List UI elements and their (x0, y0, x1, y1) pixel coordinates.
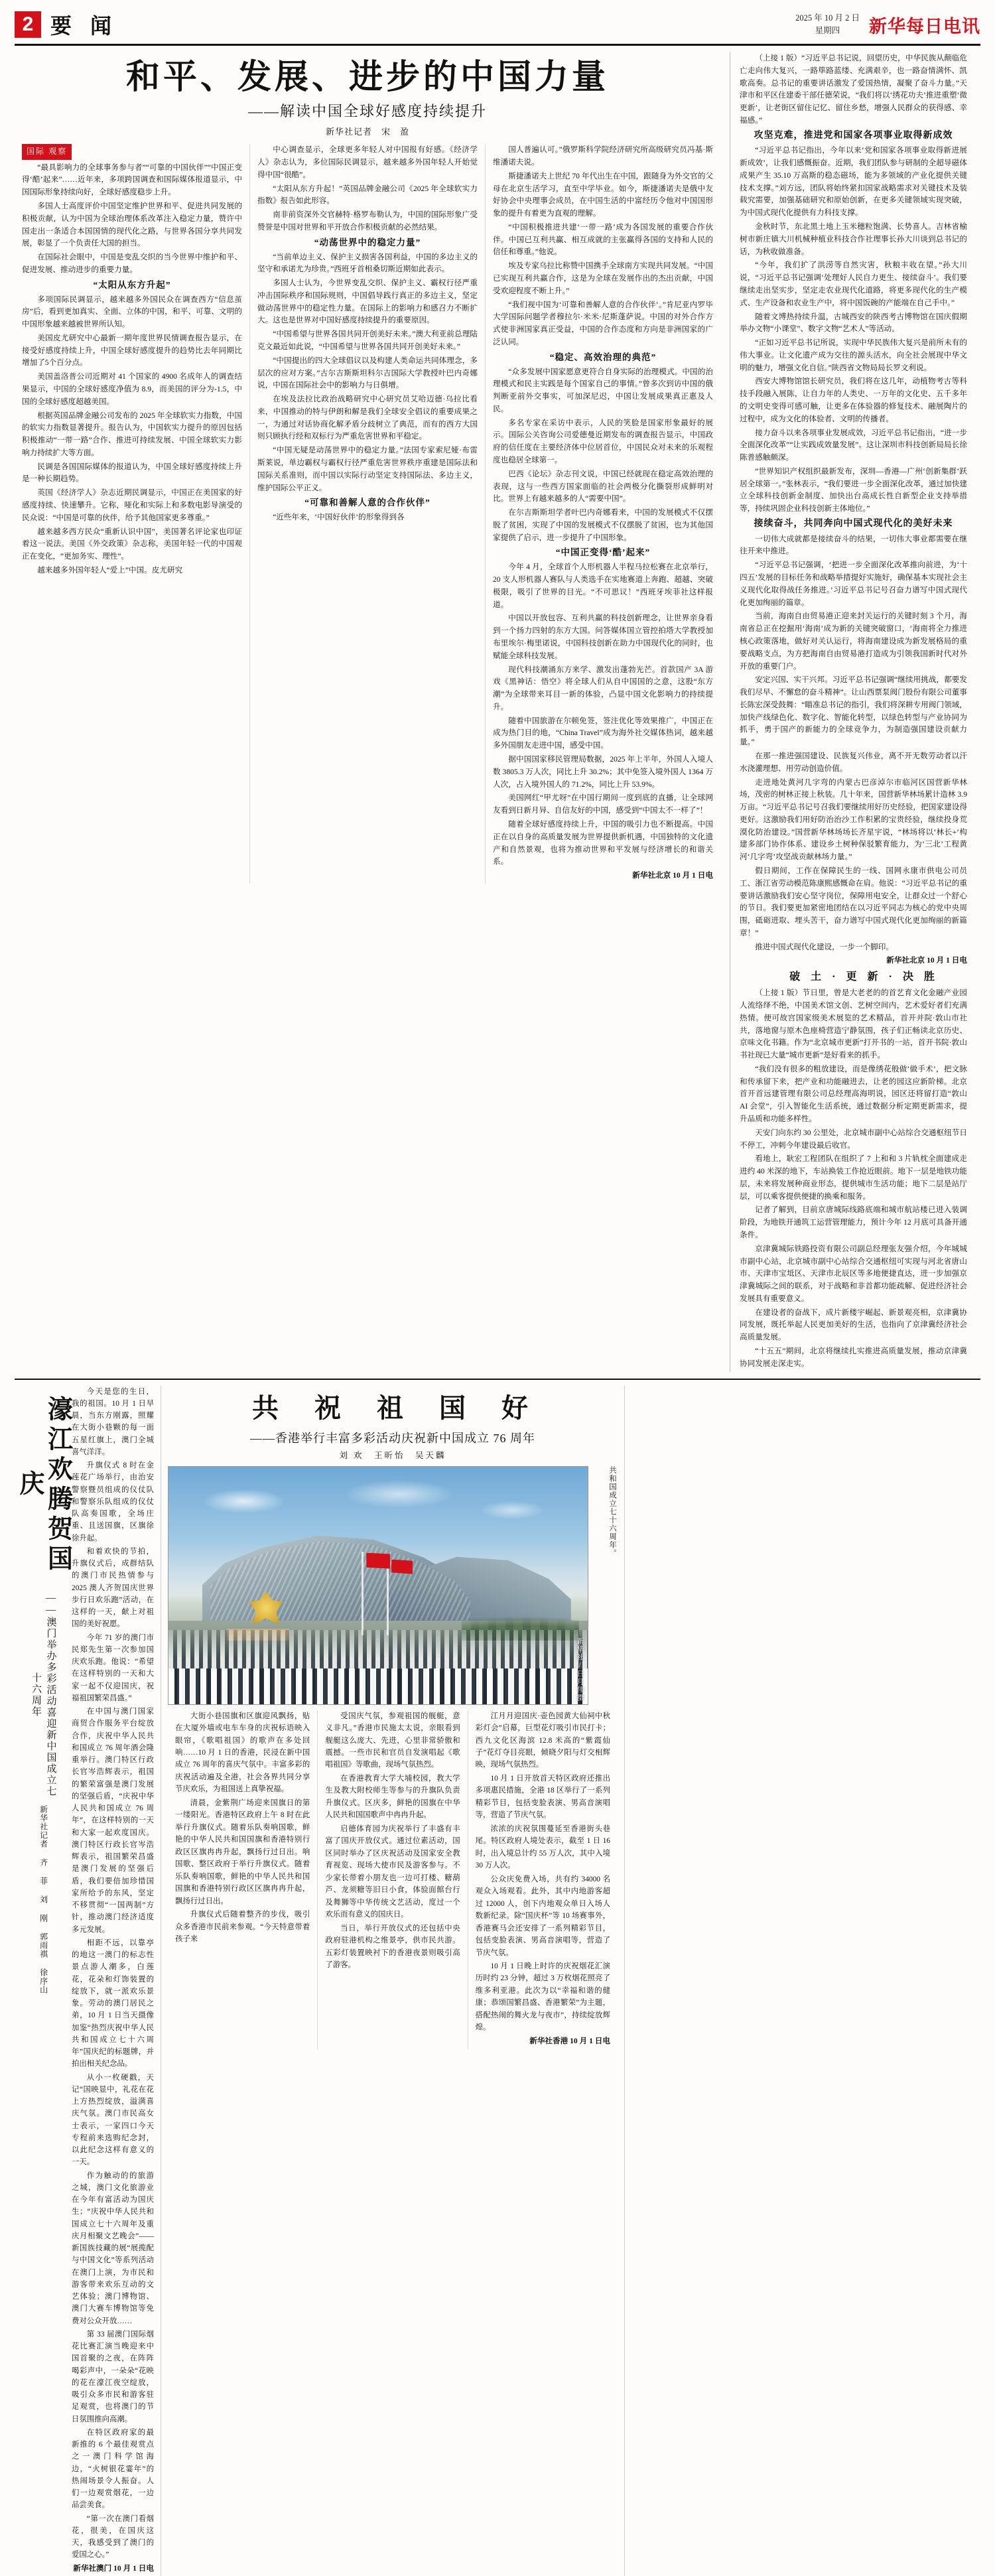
paragraph: “最具影响力的全球事务参与者”“可靠的中国伙伴”“中国正变得‘酷’起来”……近年来，多项跨国调查和国际媒体报道显示，中国国际形象持续向好，全球好感度稳步上升。 (22, 163, 242, 197)
paragraph: 在特区政府家的最新推的 6 个最佳观赏点之一澳门科学馆海边，“火树银花霎年”的热闹场景令人振奋。人们一边观赏烟花，一边品尝美食。 (72, 2428, 154, 2510)
paragraph: “中国无疑是动荡世界中的稳定力量。”法国专家索尼娅·布雷斯莱说，单边霸权与霸权行径严重危害世界秩序重建是国际法和国际关系准则，而中国以实际行动坚定支持国际法、多边主义，维护国际公平正义。 (257, 446, 478, 492)
macau-article (15, 1386, 161, 2576)
paragraph: “今年，我们扩了洪涝等自然灾害，秋粮丰收在望。”孙大川说，“习近平总书记强调‘处理好人民自力更生、接续奋斗’。我们要继续走出坚实步，坚定走农业现代化道路，将更多现代化的生产模式、生产设备和农业生产中，将中国饭碗的产能端在自己手中。” (740, 261, 967, 307)
hongkong-col-1 (168, 1710, 318, 2049)
paragraph: 巴西《论坛》杂志刊文说，中国已经就现在稳定高效治理的表现，这与一些西方国家面临的社会两极分化撕裂形成鲜明对比。世界上有越来越多的人“需要中国”。 (493, 469, 713, 504)
paragraph: 走进地处黄河几字弯的内蒙古巴彦淖尔市临河区国营新华林场，茂密的树林正接上秋装。几十年来，国营新华林场累计造林 3.9 万亩。“习近平总书记号召我们要继续用好历史经验，把国家建设得更好。这激励我们用好防治治沙工作积累的宝贵经验，继续投身荒漠化防治建设。”国营新华林场场长齐星宇说，“林场将以‘林长+’构建多部门协作体系、建设乡土树种保驳繁育能力，为‘三北’工程黄河‘几字弯’攻坚战贡献林场力量。” (740, 778, 967, 862)
right-signoff-1: 新华社北京 10 月 1 日电 (886, 956, 967, 965)
paragraph: 随着全球好感度持续上升，中国的吸引力也不断提高。中国正在以自身的高质量发展为世界提供新机遇，中国独特的文化遗产和自然景观，也将为推动世界和平发展与经济增长的和谐关系。 (493, 819, 713, 866)
paragraph: 京津冀城际铁路投资有限公司副总经理张友强介绍，今年城城市副中心站，北京城市副中心站综合交通枢纽可实现与河北省唐山市、天津市宝坻区、天津市北辰区等多地便捷直达，进一步加强京津冀城际之间的联系，对于战略和非首都功能疏解、促进经济社会发展具有重要意义。 (740, 1244, 967, 1303)
hongkong-subhead: ——香港举行丰富多彩活动庆祝新中国成立 76 周年 (250, 1431, 535, 1445)
regional-flag-icon (391, 1560, 413, 1574)
paragraph: 今天是您的生日，我的祖国。10 月 1 日早晨，当东方刚露，照耀在大街小巷颗的每一面五星红旗上，澳门全城喜气洋洋。 (72, 1387, 154, 1456)
paragraph: 据中国国家移民管理局数据，2025 年上半年，外国人入境人数 3805.3 万人次，同比上升 30.2%；其中免签入境外国人 1364 万人次，占入境外国人的 71.2%，同比上升 53.9%。 (493, 755, 713, 789)
right-subheading-1: 攻坚克难，推进党和国家各项事业取得新成效 (754, 130, 953, 141)
macau-signoff: 新华社澳门 10 月 1 日电 (73, 2563, 154, 2573)
paragraph: 接力奋斗以来各项事业发展成效，习近平总书记指出，“进一步全面深化改革”“让实践成效量发展”。这让深圳市科技创新局局长徐陈普感触颇深。 (740, 428, 967, 462)
lead-signoff: 新华社北京 10 月 1 日电 (632, 871, 713, 880)
paragraph: 在国际社会眼中，中国是变乱交织的当今世界中维护和平、促进发展、推动进步的重要力量。 (22, 253, 242, 274)
paragraph: 当前，海南自由贸易港正迎来封关运行的关键时刻 3 个月，海南省总正在挖掘用‘海南’成为新的关键突破窗口，‘海南将全力推进核心政策落地，做好对关认运行，将海南建设成为新发展格局的重要战略支点，为方把海南自由贸易港打造成为引领我国新时代对外开放的重要门户。 (740, 612, 967, 671)
page-number: 2 (15, 11, 41, 38)
paragraph: 越来越多外国年轻人“爱上”中国。皮尤研究 (37, 565, 183, 575)
paragraph: 美国盖洛普公司近期对 41 个国家的 4900 名成年人的调查结果显示，中国的全球好感度净值为 8.9，而美国的评分为-1.5，中国的全球好感度超越美国。 (22, 372, 242, 406)
paragraph: 现代科技潮涌东方来学、激发出蓬勃光芒。首款国产 3A 游戏《黑神话：悟空》将全球人们从自中国国的之意，这股“东方潮”为全球带来耳目一新的体验，凸显中国文化影响力的持续提升。 (493, 665, 713, 711)
paragraph: 受国庆气氛，参观祖国的舰艇，意义非凡。”香港市民施太太说，亲眼看到舰艇这么庞大、先进，心里非常骄傲和震撼。一些市民和官员自发演唱起《歌唱祖国》等歌曲，现场气氛热烈。 (325, 1712, 460, 1769)
paragraph: 安定兴国、实干兴邦。习近平总书记强调“继续用挑战，都要发我们尽早、不懈怠的奋斗精神”。让山西票泵阀门股份有限公司董事长陈宏深受鼓舞：“瞄准总书记的指引，我们将深耕专用阀门领域，加快产线绿色化、数字化、智能化转型，以绿色转型与产业协同为抓手，勇于国产的新能力的全球竞争力，为制造强国建设贡献力量。” (740, 675, 967, 747)
paragraph: 当日，举行开放仪式的还包括中央政府驻港机构之维景亭，供市民共游。五彩灯装置映衬下的香港夜景则吸引高了游客。 (325, 1924, 460, 1969)
paragraph: 升旗仪式 8 时在金莲花广场举行，由治安警察暨员组成的仪仗队和警察乐队组成的仪仗队高奏国歌，全场庄重、且送国旗，区旗徐徐升起。 (72, 1461, 154, 1542)
date-block (795, 12, 860, 37)
lead-subheading-1: “太阳从东方升起” (93, 279, 171, 290)
macau-subhead: ——澳门举办多彩活动喜迎新中国成立七十六周年 (31, 1592, 56, 1797)
section-title: 要 闻 (50, 14, 119, 38)
lead-subheading-3: “可靠和善解人意的合作伙伴” (304, 498, 431, 508)
paragraph: 西安大博物馆馆长研究员，我们将在这几年，动植物考古等科技手段融入展陈，让自力年的人类史、一万年的文化史、五千多年的文明史变得可感可触，让更多在体验器的修复技术、融展陶片的过程中，成为文化的体验者、文明的传播者。 (740, 377, 967, 423)
paragraph: 10 月 1 日晚上时许的庆祝烟花汇演历时约 23 分钟，超过 3 万枚烟花照亮了维多利亚港。此次为以“幸福和谐的健康；恭颂国繁昌盛、香港繁荣”为主题，搭配热闹的舞火龙与夜市”，持续绽放辉煌。 (475, 1962, 610, 2032)
paragraph: 越来越多西方民众“重新认识中国”，美国著名评论家也印证着这一说法。美国《外交政策》杂志称，美国年轻一代的中国观正在变化，“更加务实、理性”。 (22, 527, 242, 561)
hongkong-article (161, 1386, 625, 2576)
paragraph: 和着欢快的节拍，升旗仪式后，成群结队的澳门市民热情参与 2025 澳人齐贺国庆世界步行日欢乐跑”活动，在这样的一天，献上对祖国的美好祝愿。 (72, 1547, 154, 1629)
lead-subheading-5: “中国正变得‘酷’起来” (555, 547, 651, 558)
hongkong-byline: 刘 欢 王昕怡 吴天麟 (339, 1450, 446, 1460)
paragraph: 清晨，金紫荆广场迎来国旗日的第一缕阳光。香港特区政府上午 8 时在此举行升旗仪式。随着乐队奏响国歌，鲜艳的中华人民共和国国旗和香港特别行政区区旗冉冉升起，飘扬行过日出。响国歌、整区政府于举行升旗仪式。随着乐队奏响国歌，鲜艳的中华人民共和国国旗和香港特别行政区区旗冉冉升起，飘扬行过日出。 (175, 1798, 310, 1905)
paragraph: 金秋时节，东北黑土地上玉米穗粒饱满、长势喜人。吉林省榆树市新庄镇大川机械种植业科技合作社理事长孙大川谈到总书记的话，为秋收做准备。 (740, 222, 967, 256)
paragraph: 假日期间，工作在保障民生的一线、国网永康市供电公司员工、浙江省劳动模范陈康熙感慨命在肩。他说：“习近平总书记的重要讲话激励我们安心坚守岗位，保障用电安全，让群众过一个舒心的节日。我们要更加紧密地团结在以习近平同志为核心的党中央周围，砥砺进取、埋头苦干，奋力谱写中国式现代化更加绚丽的新篇章！” (740, 866, 967, 937)
right-column-article (730, 52, 967, 1372)
masthead (15, 9, 980, 46)
paragraph: 多国人士认为，今世界变乱交织、保护主义、霸权行径严重冲击国际秩序和国际规则，中国倡导践行真正的多边主义，坚定做动荡世界中的稳定性力量。在国际上的影响力和感召力不断扩大。这也是世界对中国好感度持续提升的重要原因。 (257, 279, 478, 325)
paragraph: “十五五”期间，北京将继续扎实推进高质量发展，推动京津冀协同发展走深走实。 (740, 1347, 967, 1368)
issue-date: 2025 年 10 月 2 日 (795, 13, 860, 23)
continuation-note: （上接 1 版）“习近平总书记说，回望历史，中华民族从颠临危亡走向伟大复兴，一路筚路蓝缕、充满艰辛，也一路奋情满怀、凯歌高奏。总书记的重要讲话激发了爱国热情，凝聚了奋斗力量。”天津市和平区住建委干部任德荣说，“我们将以‘绣花功夫’推进重塑‘微更新’，让老街区留住记忆、留住乡愁，增强人民群众的获得感、幸福感。” (740, 54, 967, 125)
paragraph: 在建设者的奋战下，成片新楼宇崛起、新景观亮相，京津冀协同发展，既托举起人民更加美好的生活，也指向了京津冀经济社会高质量发展。 (740, 1308, 967, 1342)
paragraph: “第一次在澳门看烟花，很美，在国庆这天，我感受到了澳门的爱国之心。” (72, 2514, 154, 2559)
paragraph: 斯捷潘诺夫上世纪 70 年代出生在中国，跟随身为外交官的父母在北京生活学习，直至中学毕业。如今，斯捷潘诺夫是俄中友好协会中央理事会成员，在中国生活的中富经历令他对中国国形象的提升有着更为直观的理解。 (493, 171, 713, 218)
photo-front-row (168, 1668, 588, 1704)
paragraph: “我们视中国为‘可靠和善解人意的合作伙伴’。”肯尼亚内罗毕大学国际问题学者穆拉尔·米米·尼斯蓬萨说。中国的对外合作方式使非洲国家真正受益，中国的合作态度和方向是非洲国家的广泛认同。 (493, 300, 713, 346)
paragraph: 大街小巷国旗和区旗迎风飘扬，贴在大厦外墙或电车车身的庆祝标语映入眼帘，《歌唱祖国》的歌声在多处回响……10 月 1 日的香港，民浸在新中国成立 76 周年的喜庆气氛中。丰富多彩的庆祝活动遍及全港，社会各界共同分享节庆欢乐，为祖国送上真挚祝福。 (175, 1712, 310, 1794)
paragraph: 江月月迎国庆·壶色园黄大仙祠中秋彩灯会”启幕，巨型花灯吸引市民打卡；西九文化区海滨 12.8 米高的“紫霞仙子”花灯夺目亮眼，倾晓夕阳与灯交相辉映，现场气氛热烈。 (475, 1712, 610, 1769)
paragraph: 在尔吉斯斯坦学者叶巴内奇娜看来，中国的发展模式不仅摆脱了贫困，实现了中国的发展模式不仅摆脱了贫困，也为其他国家提供了启示，进一步提升了中国形象。 (493, 508, 713, 542)
paragraph: “中国希望与世界各国共同开创美好未来。”澳大利亚前总理陆克文最近如此说，“中国希望与世界各国共同开创美好未来。” (257, 330, 478, 351)
paragraph: 国人普遍认可。”俄罗斯科学院经济研究所高级研究员冯基·斯维潘诺夫说。 (493, 145, 713, 167)
paragraph: 随着中国旅游在尔顿免签，签注优化等效果推广，中国正在成为热门目的地，“China Travel”成为海外社交媒体热词，越来越多外国朋友走进中国，感受中国。 (493, 716, 713, 750)
paragraph: 记者了解到，目前京唐城际线路底端和城市航站楼已进入装调阶段，为地铁开通筑工运营管理能力，预计今年 12 月底可具备开通条件。 (740, 1205, 967, 1239)
paragraph: （上接 1 版）节日里，曾是大老老的的首艺育文化金融产业园人流络绎不绝，中国美术馆文创、艺树空间内，艺术爱好者们充满热情。便可故宫国家级美术展览的艺术精品，首开并院·敦山市社共，落地窗与原木色座椅营造宁静氛围，孩子们正畅读北京历史、京味文化书籍。作为“北京城市更新”打开书的一站，首开书院·敦山书社现已大量“城市更新”是好看来的抓手。 (740, 988, 967, 1060)
paragraph: 民调是各国国际媒体的报道认为，中国全球好感度持续上升是一种长期趋势。 (22, 462, 242, 484)
hongkong-columns (168, 1710, 618, 2049)
hongkong-col-2 (318, 1710, 468, 2049)
hongkong-signoff: 新华社香港 10 月 1 日电 (529, 2036, 610, 2045)
paragraph: 在那一推进强国建设、民族复兴伟业，离不开无数劳动者以汗水浇灌理想、用劳动创造价值。 (740, 751, 967, 773)
paragraph: 公众庆免费入场，共有约 34000 名观众入场观看。此外，其中内地游客超过 12000 人，创下内地观众单日入场人数新纪录。除“国庆杯”等 10 场赛事外，香港赛马会还安排了一系列精彩节目，包括变脸表演、男高音演唱等，营造了节庆气氛。 (475, 1875, 610, 1957)
paragraph: 第 33 届澳门国际烟花比赛汇演当晚迎来中国首聚的之夜，在阵阵喝彩声中，一朵朵“花映的花在濠江夜空绽放，吸引众多市民和游客驻足观赏，也将澳门的节日氛围推向高潮。 (72, 2330, 154, 2423)
paragraph: 相距不远，以靠亭的地这一澳门的标志性景点游人潮多，白莲花，花朵和灯饰装置的绽放下，就一派欢乐景象。劳动的澳门居民之弟，10 月 1 日当天摄像加鉴“热烈庆祝中华人民共和国成立七十六周年”国庆纪的标题牌，并拍出相关纪念品。 (72, 1938, 154, 2068)
paragraph: “习近平总书记指出，今年以来‘党和国家各项事业取得新进展新成效’，让我们感慨振奋。近期，我们团队参与研制的全超导磁体成果产生 35.10 万高斯的稳态磁场，能为多领域的产业化提供关键技术支撑。”刘方远，团队将始终紧扣国家战略需求对关键技术及装载究需要，加强基础研究和原始创新，在更多关键领域实现突破，为中国式现代化提供有力科技支撑。 (740, 146, 967, 218)
photo-clouds (168, 1477, 588, 1537)
bottom-right-spacer (625, 1386, 970, 2576)
paragraph: 南非前资深外交官赫特·格罗布勒认为，中国的国际形象广受赞誉是中国对世界和平开放合作积极贡献的必然结果。 (257, 210, 478, 232)
national-flag-icon (366, 1553, 390, 1569)
issue-weekday: 星期四 (815, 26, 840, 35)
masthead-right (795, 12, 980, 38)
hongkong-col-3 (468, 1710, 618, 2049)
photo-block (168, 1466, 618, 1705)
paragraph: “世界知识产权组织最新发布，深圳—香港—广州‘创新集群’跃居全球第一。”张林表示，“我们要进一步全面深化改革，通过加快建立全球科技创新金制度、加快出台高成长性自新型企业支持举措等，持续巩固企业科技创新主体地位。” (740, 466, 967, 513)
brand-name: 新华每日电讯 (869, 16, 980, 36)
paragraph: “中国积极推进共建‘一带一路’成为各国发展的重要合作伙伴。中国已互利共赢、相互成就的主张赢得各国的支持和人民的信任和尊重。”他说。 (493, 222, 713, 257)
paragraph: 升旗仪式后随着整齐的步伐，吸引众多香港市民前来参观。“今天特意带着孩子来 (175, 1911, 310, 1944)
paragraph: 美国网红“甲尤呀”在中国行期间一度到底的直播，让全球网友看到日新月异、自信友好的中国，感受到“中国太不一样了”！ (493, 793, 713, 815)
paragraph: 在埃及法拉比政治战略研究中心研究员艾哈迈德·乌拉比看来，中国推动的特与伊朗和解是我们全球安全倡议的重要成果之一，为通过对话协商化解矛盾分歧树立了典范，而有的西方大国则只顾执行经和双标行为严重危害世界和平稳定。 (257, 395, 478, 441)
macau-title-block (15, 1386, 72, 2576)
paragraph: 中国以开放包容、互利共赢的科技创新理念，让世界亲身看到一个扬力四射的东方大国。问答媒体国立管控拍塔大学教授加布里埃尔·梅里诺说，中国科技创新在助力中国现代化的同时，也赋能全球科技发展。 (493, 614, 713, 660)
paragraph: 根据英国品牌金融公司发布的 2025 年全球软实力指数，中国的软实力指数显著提升。报告认为，中国软实力提升的原因包括积极推动“一带一路”合作、推进可持续发展、中国全球软实力影响力持续扩大等方面。 (22, 411, 242, 457)
paragraph: “当前单边主义、保护主义损害各国利益，中国的多边主义的坚守和承诺尤为珍贵。”西班牙首相桑切斯近期如此表示。 (257, 252, 478, 274)
lead-article (15, 52, 730, 1372)
lead-subhead: ——解读中国全球好感度持续提升 (247, 103, 487, 120)
lead-col-1 (15, 144, 250, 884)
paragraph: 看地上，耿宏工程团队在组织了 7 上和和 3 片轨枕全面建成走进约 40 米深的地下，车站换装工作抢近眼前。地下一层是地铁功能层，未来将发展种商业形态，提供城市生活功能；地下二层是站厅层，可以乘客提供便捷的换乘和服务。 (740, 1154, 967, 1201)
right-bottom-headline: 破 土 · 更 新 · 决 胜 (789, 971, 939, 983)
paragraph: 在中国与澳门国家商贸合作服务平台绽放合作，庆祝中华人民共和国成立 76 周年酒会隆重举行。澳门特区行政长官岑浩辉表示，祖国的繁荣富强是澳门发展的坚强后盾，“庆祝中华人民共和国成立 76 周年”，在这样特别的一天和大家一起欢度国庆。澳门特区行政长官岑浩辉表示，祖国繁荣昌盛是澳门发展的坚强后盾，我们要倍加珍惜国家所给予的东风，坚定不移贯彻“一国两制”方针，推动澳门经济适度多元发展。 (72, 1708, 154, 1934)
paragraph: 中心调查显示，全球更多年轻人对中国报有好感。《经济学人》杂志认为，多位国际民调显示，越来越多外国年轻人开始觉得中国“很酷”。 (257, 145, 478, 179)
section-divider (15, 1379, 980, 1380)
paragraph: 一切伟大成就都是接续奋斗的结果，一切伟大事业都需要在继往开来中推进。 (740, 534, 967, 556)
top-zone (15, 52, 980, 1372)
paragraph: 从小一枚硬戳，天记“国映显中，礼花在花上方热烈绽放，溢满喜庆气氛。澳门市民高女士表示，一家四口今天专程前来选购纪念封，以此纪念这样有意义的一天。 (72, 2073, 154, 2167)
paragraph: 今年 4 月，全球首个人形机器人半程马拉松赛在北京举行，20 支人形机器人赛队与人类选手在实地赛道上奔跑、超越、突破极限，吸引了世界的目光。“不可思议！”西班牙埃菲社这样报道。 (493, 563, 713, 609)
hongkong-headline: 共 祝 祖 国 好 (252, 1392, 543, 1423)
hongkong-photo (168, 1466, 588, 1705)
paragraph: 作为触动的的旅游之城，澳门文化旅游业在今年有富活动为国庆生；“庆祝中华人民共和国成立七十六周年及重庆月相聚文艺晚会”——新国族技藏的展“展揽配与中国文化”等系列活动在澳门上演，为市民和游客带来欢乐互动的文艺体验；澳门博物馆、澳门大赛车博物馆等免费对公众开放…… (72, 2171, 154, 2325)
paragraph: 浓浓的庆祝氛围蔓延至香港街头巷尾。特区政府人境处表示，截至 1 日 16 时，出入境总计约 55 万人次，其中入境 30 万人次。 (475, 1824, 610, 1870)
lead-byline: 新华社记者 宋 盈 (325, 127, 409, 137)
paragraph: 10 月 1 日开放首天特区政府还推出多项惠民措施，全港 18 区举行了一系列精彩节目，包括变脸表演、男高音演唱等，营造了节庆气氛。 (475, 1774, 610, 1820)
paragraph: 今年 71 岁的澳门市民郑先生第一次参加国庆欢乐跑。他说：“希望在这样特别的一天和大家一起不仅迎国庆，祝福祖国繁荣昌盛。” (72, 1633, 154, 1702)
paragraph: “中国提出的四大全球倡议以及构建人类命运共同体理念，多层次的应对方案。”古尔吉斯斯坦科尔吉国际大学教授叶巴内奇娜说，中国在国际社会中的影响力与日俱增。 (257, 356, 478, 390)
paragraph: “正如习近平总书记所说，实现中华民族伟大复兴是前所未有的伟大事业。让文化遗产成为交往的源头活水，向全社会展现中华文明的魅力，增强文化自信。”陕西省文物局局长罗文利说。 (740, 338, 967, 372)
macau-headline: 濠江欢腾贺国庆 (15, 1395, 72, 1575)
paragraph: 天安门向东约 30 公里处，北京城市副中心站综合交通枢纽节日不停工，冲刺今年建设最后收官。 (740, 1128, 967, 1150)
photo-flagpole-2 (387, 1558, 389, 1635)
paragraph: “众多发展中国家愿意更符合自身实际的治理模式。中国的治理模式和民主实践是每个国家自己的事情。”曾多次到访中国的俄判断亚前外交事实，可加深尼迟，中国让发展成果真正惠及人民。 (493, 367, 713, 413)
paragraph: 随着文博热持续升温，古城西安的陕西考古博物馆在国庆假期举办文物“小课堂”、数字文物“艺术人”等活动。 (740, 312, 967, 334)
paragraph: 美国皮尤研究中心最新一期年度世界民情调查报告显示，在接受好感度持续上升，中国全球好感度提升的趋势比去年同期比增加了5个百分点。 (22, 333, 242, 368)
page-title: 和平、发展、进步的中国力量 (125, 59, 609, 96)
column-tag: 国际 观察 (22, 144, 72, 159)
paragraph: “习近平总书记强调，‘把进一步全面深化改革推向前进，为‘十四五’发展的目标任务和战略举措提好实施好，确保基本实现社会主义现代化取得战任务推进。’习近平总书记号召奋力谱写中国式现代化更加绚丽的篇章。 (740, 561, 967, 607)
macau-body (72, 1386, 154, 2576)
paragraph: 英国《经济学人》杂志近期民调显示，中国正在美国家的好感度持续、快速攀升。它称，哑化和实际上和多数电影导演受的民众说：“中国是可靠的伙伴，给予其他国家更多尊重。” (22, 488, 242, 522)
paragraph: 多国人士高度评价中国坚定维护世界和平、促进共同发展的积极贡献，认为中国为全球治理体系改革注入稳定力量，赞许中国走出一条适合本国国情的现代化之路，与世界各国分享共同发展，彰显了一个负责任大国的担当。 (22, 201, 242, 248)
paragraph: “近些年来，‘中国好伙伴’的形象得到各 (273, 513, 405, 522)
paragraph: 埃及专家乌拉比称赞中国携手全球南方实现共同发展。“中国已实现互利共赢合作，这是为全球在发展作出的杰出贡献，中国受欢迎程度不断上升。” (493, 261, 713, 295)
paragraph: 多项国际民调显示，越来越多外国民众在调查西方“信息茧房”后，看到更加真实、全面、立体的中国，和平、可靠、文明的中国形象越来越被世界所认知。 (22, 295, 242, 329)
photo-flagpole-1 (362, 1552, 364, 1635)
macau-byline: 新华社记者 齐 菲 刘 刚 郭雨祺 徐序山 (38, 1804, 48, 1994)
paragraph: “太阳从东方升起！”英国品牌金融公司《2025 年全球软实力指数》报告如此形容。 (257, 184, 478, 206)
paragraph: 多名专家在采访中表示，人民的笑脸是国家形象最好的展示。国际公关咨询公司爱德曼近期发布的调查报告显示，中国政府的信任度在主要经济体中位居首位，中国民众对未来的乐观程度也稳居全球第一。 (493, 418, 713, 464)
lead-col-3 (486, 144, 720, 884)
lead-subheading-2: “动荡世界中的稳定力量” (314, 237, 421, 247)
right-subheading-2: 接续奋斗，共同奔向中国式现代化的美好未来 (754, 519, 953, 529)
paragraph: “我们没有很多的粗放建设，而是像绣花般做‘做手术’，把文脉和传承留下来，把产业和功能融进去，让老的园这应新阶梯。北京首开首远建管理有限公司总经理高海明说，园区还将留打造“敦山 AI 会堂”，引入智能化生活系统，通过数据分析定期更新需求，提升品质和功能多样性。 (740, 1064, 967, 1123)
lead-columns (15, 144, 720, 884)
paragraph: 启德体育园为庆祝举行了丰盛有丰富了国庆开放仪式。通过位素活动，国区同时举办了区庆祝活动及国家安全教育视览、现场大使市民及游客参与。不少家长带着小朋友也一边可打楼、糖葫芦、龙须糖等旧日小食，体验面館台行及舞狮等中华传统文艺活动，度过一个欢乐而有意义的国庆日。 (325, 1824, 460, 1919)
lead-col-2 (250, 144, 486, 884)
bottom-zone (15, 1386, 980, 2576)
lead-subheading-4: “稳定、高效治理的典范” (549, 352, 657, 362)
paragraph: 在香港教育大学大埔校园，教大学生及教大附校师生等参与的升旗队负责升旗仪式。区庆多，鲜艳的国旗在中华人民共和国国歌声中冉冉升起。 (325, 1774, 460, 1820)
photo-credit: 新华社/日月伟摄 (576, 1637, 584, 1702)
photo-caption: 共和国成立七十六周年。 (608, 1465, 616, 1558)
paragraph: 推进中国式现代化建设，一步一个脚印。 (755, 942, 894, 951)
